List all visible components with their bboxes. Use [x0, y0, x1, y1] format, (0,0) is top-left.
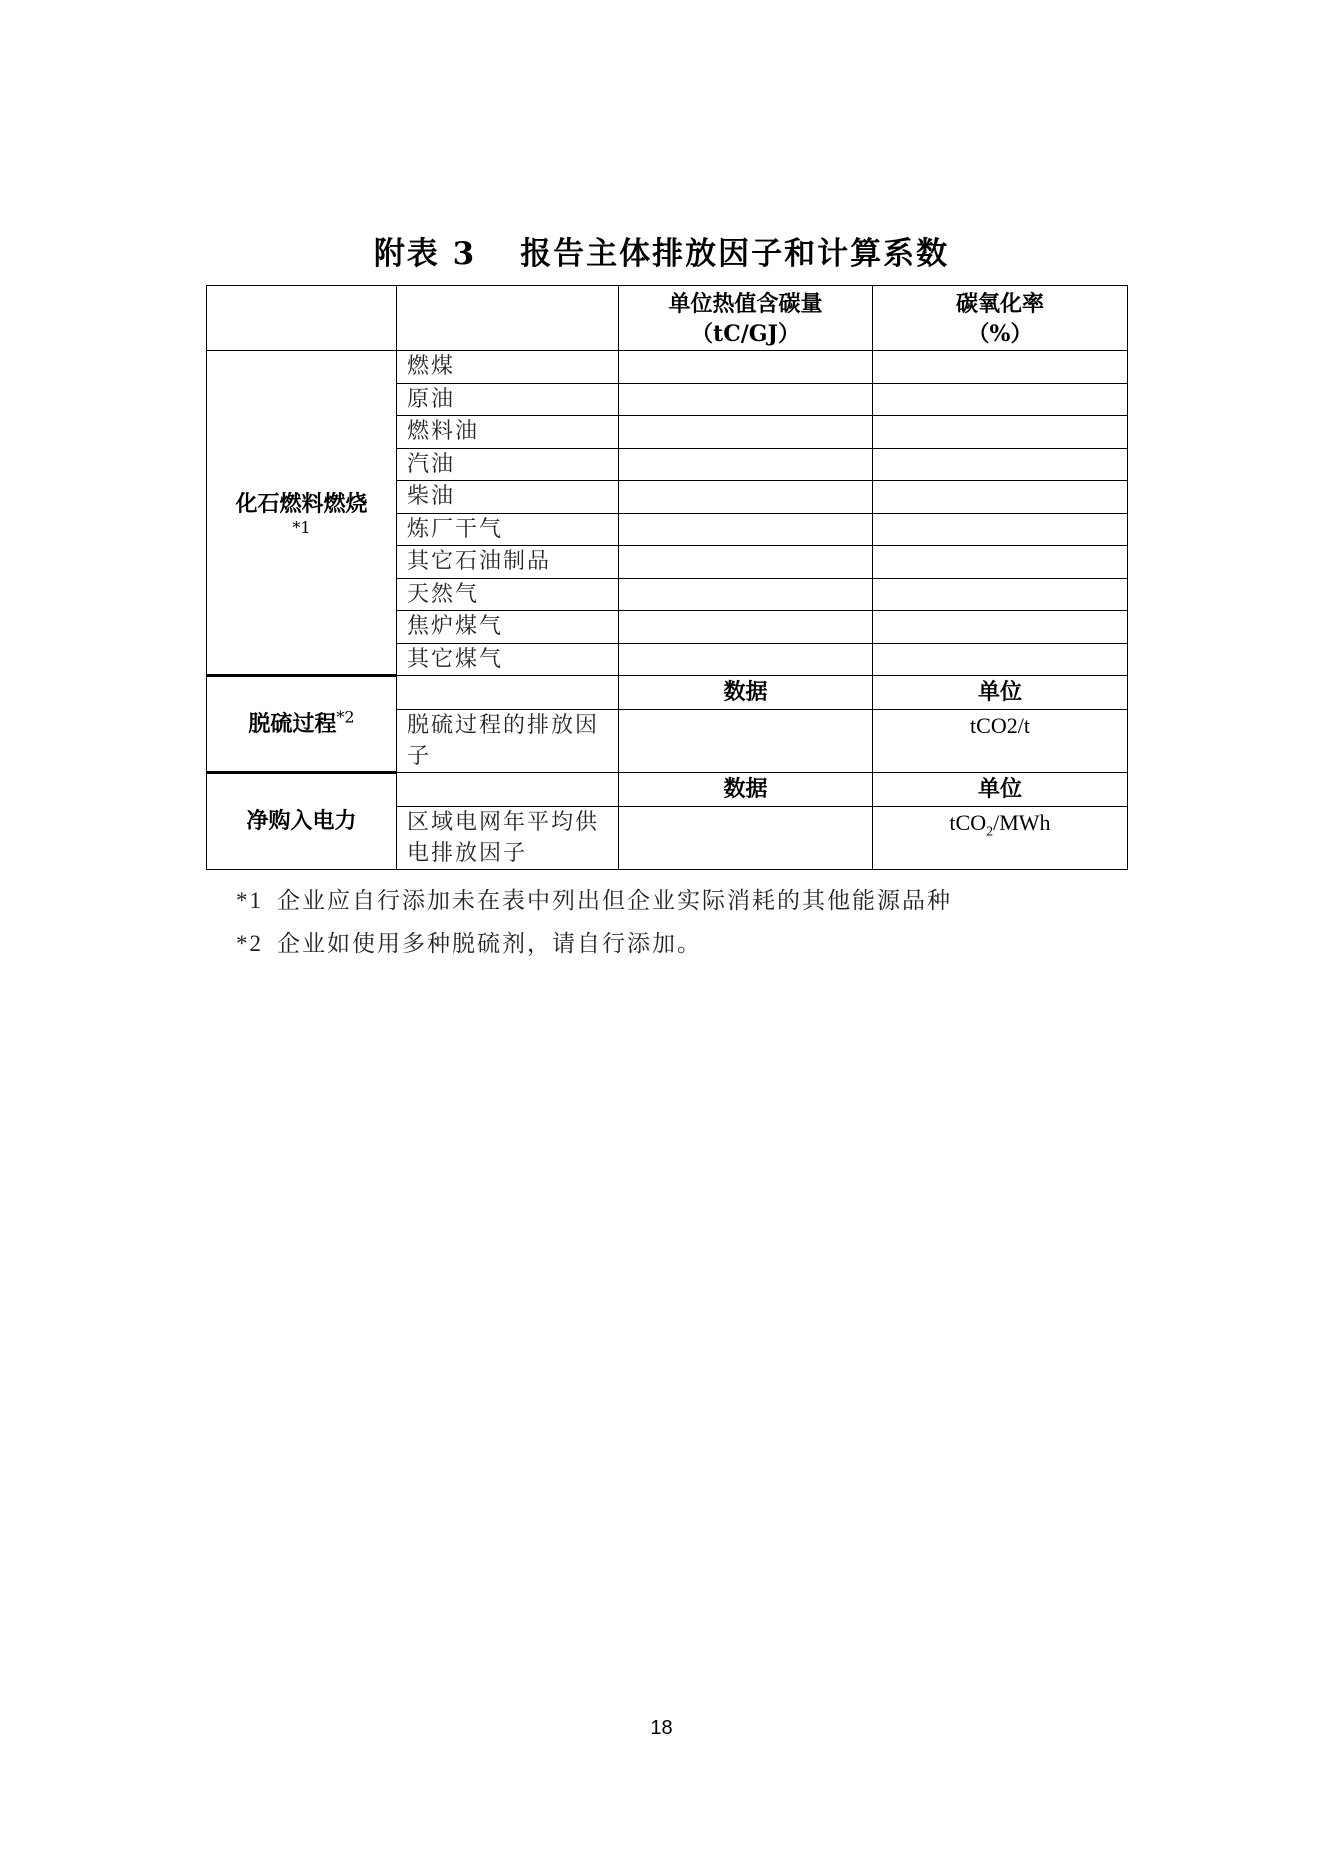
- electricity-label: 净购入电力: [246, 808, 357, 834]
- fuel-name: 柴油: [397, 481, 619, 514]
- electricity-data-cell[interactable]: [619, 807, 873, 870]
- electricity-group-cell: [207, 773, 397, 870]
- table-header-row: [207, 286, 1128, 351]
- table-title-text: 报告主体排放因子和计算系数: [520, 236, 950, 272]
- footnote-1: [236, 882, 952, 915]
- electricity-header-row: [207, 773, 1128, 807]
- fossil-fuel-label: 化石燃料燃烧: [235, 491, 368, 517]
- desulfurization-data-header: 数据: [619, 676, 873, 710]
- carbon-content-value-cell[interactable]: [619, 448, 873, 481]
- electricity-unit-suffix: /MWh: [993, 810, 1051, 835]
- carbon-content-value-cell[interactable]: [619, 383, 873, 416]
- fuel-name: 燃料油: [397, 416, 619, 449]
- fuel-name: 汽油: [397, 448, 619, 481]
- fuel-name: 燃煤: [397, 351, 619, 384]
- electricity-unit-subscript: 2: [986, 824, 994, 840]
- oxidation-rate-value-cell[interactable]: [873, 611, 1128, 644]
- electricity-unit-prefix: tCO: [949, 810, 987, 835]
- oxidation-rate-value-cell[interactable]: [873, 481, 1128, 514]
- desulfurization-unit: tCO2/t: [873, 710, 1128, 773]
- header-oxidation-rate-unit: （%）: [967, 320, 1033, 347]
- carbon-content-value-cell[interactable]: [619, 546, 873, 579]
- carbon-content-value-cell[interactable]: [619, 416, 873, 449]
- fuel-name: 炼厂干气: [397, 513, 619, 546]
- desulfurization-empty-cell: [397, 676, 619, 710]
- fuel-row: [207, 351, 1128, 384]
- desulfurization-header-row: [207, 676, 1128, 710]
- electricity-unit-header: 单位: [873, 773, 1128, 807]
- header-empty-cell-1: [207, 286, 397, 351]
- fossil-fuel-group-cell: [207, 351, 397, 676]
- header-carbon-content: [619, 286, 873, 351]
- footnote-1-mark: *1: [236, 888, 263, 913]
- oxidation-rate-value-cell[interactable]: [873, 416, 1128, 449]
- header-oxidation-rate: [873, 286, 1128, 351]
- desulfurization-data-cell[interactable]: [619, 710, 873, 773]
- oxidation-rate-value-cell[interactable]: [873, 546, 1128, 579]
- oxidation-rate-value-cell[interactable]: [873, 643, 1128, 676]
- carbon-content-value-cell[interactable]: [619, 611, 873, 644]
- footnote-2-mark: *2: [236, 931, 263, 956]
- desulfurization-factor-name: 脱硫过程的排放因子: [397, 710, 619, 773]
- fuel-name: 其它煤气: [397, 643, 619, 676]
- header-carbon-content-unit: （tC/GJ）: [691, 320, 800, 347]
- oxidation-rate-value-cell[interactable]: [873, 578, 1128, 611]
- oxidation-rate-value-cell[interactable]: [873, 513, 1128, 546]
- footnote-2: [236, 925, 702, 958]
- header-oxidation-rate-label: 碳氧化率: [955, 290, 1044, 317]
- desulfurization-note-mark: *2: [336, 707, 355, 727]
- electricity-factor-name: 区域电网年平均供电排放因子: [397, 807, 619, 870]
- oxidation-rate-value-cell[interactable]: [873, 383, 1128, 416]
- oxidation-rate-value-cell[interactable]: [873, 448, 1128, 481]
- fuel-name: 天然气: [397, 578, 619, 611]
- footnote-2-text: 企业如使用多种脱硫剂，请自行添加。: [277, 931, 702, 957]
- fuel-name: 其它石油制品: [397, 546, 619, 579]
- carbon-content-value-cell[interactable]: [619, 578, 873, 611]
- emission-factor-table: [206, 285, 1128, 870]
- carbon-content-value-cell[interactable]: [619, 481, 873, 514]
- desulfurization-group-cell: [207, 676, 397, 773]
- electricity-empty-cell: [397, 773, 619, 807]
- header-empty-cell-2: [397, 286, 619, 351]
- electricity-unit: [873, 807, 1128, 870]
- fossil-fuel-note-mark: *1: [292, 518, 311, 537]
- electricity-data-header: 数据: [619, 773, 873, 807]
- desulfurization-unit-header: 单位: [873, 676, 1128, 710]
- page-title: [0, 228, 1323, 273]
- footnote-1-text: 企业应自行添加未在表中列出但企业实际消耗的其他能源品种: [277, 888, 952, 914]
- carbon-content-value-cell[interactable]: [619, 643, 873, 676]
- carbon-content-value-cell[interactable]: [619, 351, 873, 384]
- page-number: 18: [650, 1717, 673, 1739]
- carbon-content-value-cell[interactable]: [619, 513, 873, 546]
- header-carbon-content-label: 单位热值含碳量: [668, 290, 823, 317]
- oxidation-rate-value-cell[interactable]: [873, 351, 1128, 384]
- fuel-name: 原油: [397, 383, 619, 416]
- fuel-name: 焦炉煤气: [397, 611, 619, 644]
- desulfurization-label: 脱硫过程: [248, 710, 337, 737]
- table-label: 附表 3: [373, 236, 477, 272]
